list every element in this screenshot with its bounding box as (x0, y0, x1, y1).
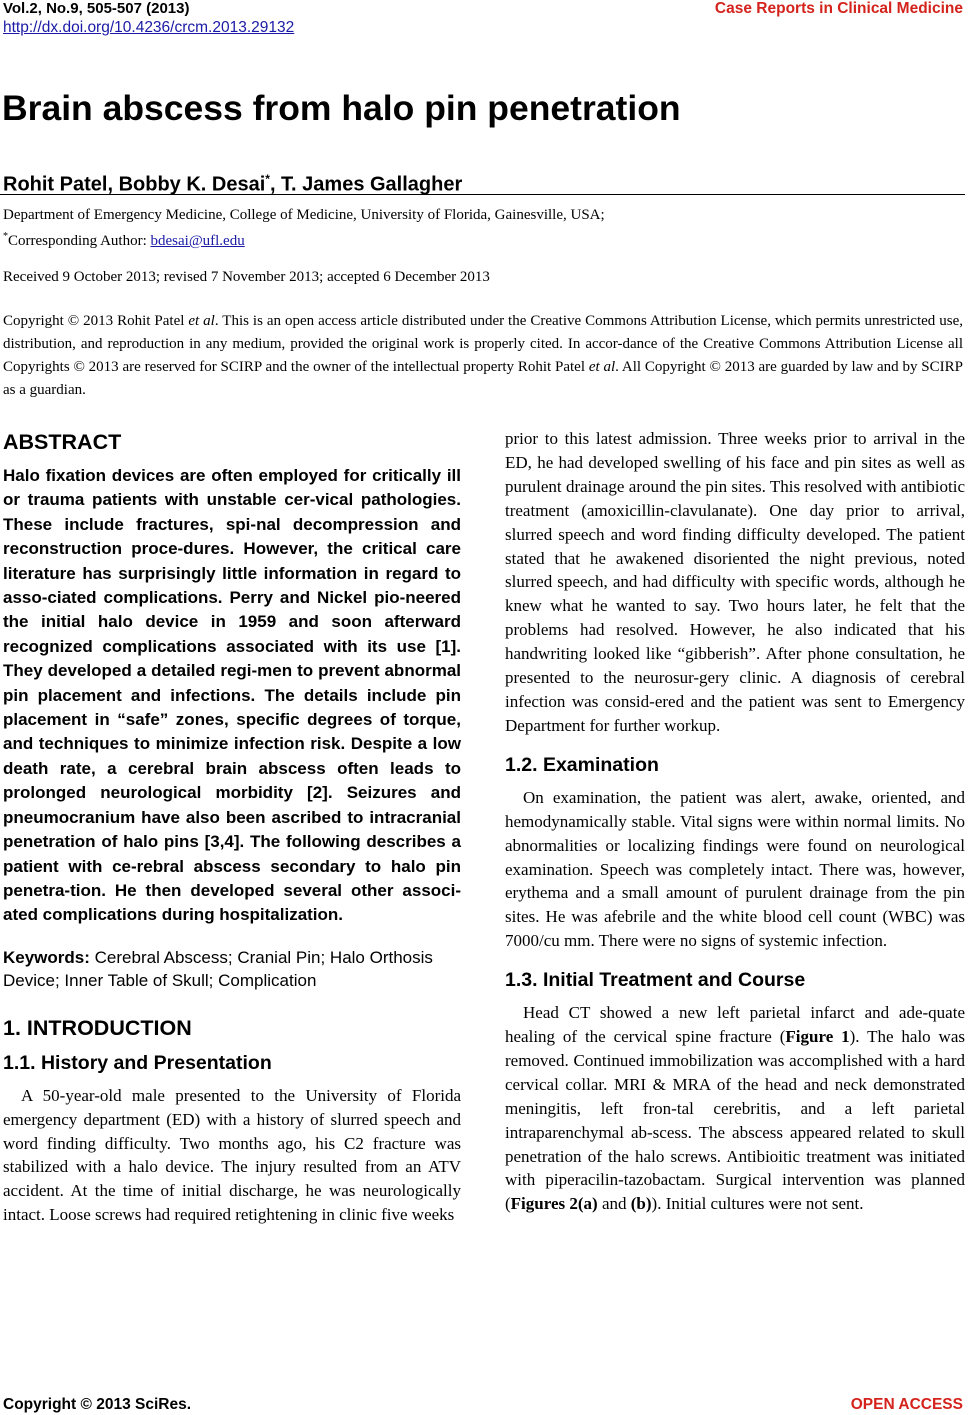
author-names: Rohit Patel, Bobby K. Desai (3, 173, 266, 196)
corresponding-mark: * (265, 172, 270, 186)
author-list (3, 166, 462, 198)
affiliation: Department of Emergency Medicine, College of Medicine, University of Florida, Gainesville, USA; (3, 207, 605, 223)
corresponding-mark: * (3, 231, 8, 242)
paper-title: Brain abscess from halo pin penetration (2, 88, 681, 128)
et-al: et al (188, 313, 215, 329)
doi-link[interactable]: http://dx.doi.org/10.4236/crcm.2013.29132 (3, 19, 295, 36)
volume-info: Vol.2, No.9, 505-507 (2013) (3, 0, 190, 17)
email-link[interactable]: bdesai@ufl.edu (150, 233, 245, 249)
author-names-rest: , T. James Gallagher (269, 173, 463, 196)
keywords-label: Keywords: (3, 947, 90, 967)
keywords (3, 946, 461, 992)
history-paragraph: A 50-year-old male presented to the University of Florida emergency department (ED) with a history of slurred speech and word finding difficulty. Two months ago, his C2 fracture was stabilized with a halo device. The injury resulted from an ATV accident. At the time of initial discharge, he was neurologically intact. Loose screws had required retightening in clinic five weeks (3, 1085, 461, 1225)
introduction-heading: 1. INTRODUCTION (3, 1015, 192, 1040)
history-paragraph-continued: prior to this latest admission. Three weeks prior to arrival in the ED, he had developed swelling of his face and pin sites as well as purulent drainage around the pin sites. This resolved with antibiotic treatment (amoxicillin-clavulanate). One day prior to arrival, slurred speech and word finding difficulty developed. The patient stated that he awakened disoriented the night previous, noted slurred speech, and had difficulty with specific words, although he knew what he wanted to say. Two hours later, he felt that the problems had resolved. However, he also indicated that his handwriting looked like “gibberish”. After phone consultation, he presented to the neurosur-gery clinic. A diagnosis of cerebral infection was consid-ered and the patient was sent to Emergency Department for further workup. (505, 429, 965, 735)
corresponding-author (3, 226, 245, 252)
figure-1-ref[interactable]: Figure 1 (785, 1027, 850, 1047)
examination-paragraph: On examination, the patient was alert, awake, oriented, and hemodynamically stable. Vital signs were within normal limits. No abnormalities or localizing findings were found on neurological examination. Speech was completely intact. There was, however, erythema and a small amount of purulent drainage from the pin sites. He was afebrile and the white blood cell count (WBC) was 7000/cu mm. There were no signs of systemic infection. (505, 787, 965, 951)
corresponding-label: Corresponding Author: (8, 233, 151, 249)
copyright-text: Copyright © 2013 Rohit Patel (3, 313, 189, 329)
history-heading: 1.1. History and Presentation (3, 1051, 272, 1074)
copyright-text: . This is an open access article distributed under the Creative Commons Attribution License, which permits unrestricted use, distribution, and reproduction in any medium, provided the original work is properly cited. In accor-dance of the Creative Commons Attribution License all Copyrights © 2013 are reserved for SCIRP and the owner of the intellectual property Rohit Patel (3, 313, 963, 375)
open-access-label: OPEN ACCESS (850, 1396, 963, 1413)
journal-name: Case Reports in Clinical Medicine (714, 0, 963, 17)
footer-copyright: Copyright © 2013 SciRes. (3, 1396, 192, 1413)
title-divider (0, 194, 965, 195)
copyright-text: . All Copyright © 2013 are guarded by law and by SCIRP as a guardian. (3, 359, 963, 398)
treatment-text: ). The halo was removed. Continued immobilization was accomplished with a hard cervical collar. MRI & MRA of the head and neck demonstrated meningitis, left fron-tal cerebritis, and a left parietal intraparenchymal ab-scess. The abscess appeared related to skull penetration of the halo screws. Antibioitic treatment was initiated with piperacilin-tazobactam. Surgical intervention was planned ( (505, 1027, 965, 1214)
received-dates: Received 9 October 2013; revised 7 November 2013; accepted 6 December 2013 (3, 269, 490, 285)
right-column (505, 427, 965, 1216)
treatment-paragraph (505, 1001, 965, 1216)
treatment-text: Head CT showed a new left parietal infarct and ade-quate healing of the cervical spine fracture ( (505, 1003, 965, 1047)
et-al: et al (588, 359, 616, 375)
abstract-text: Halo fixation devices are often employed for critically ill or trauma patients with unstable cer-vical pathologies. These include fractures, spi-nal decompression and reconstruction proce-dures. However, the critical care literature has surprisingly little information in regard to asso-ciated complications. Perry and Nickel pio-neered the initial halo device in 1959 and soon afterward recognized complications associated with its use [1]. They developed a detailed regi-men to prevent abnormal pin placement and infections. The details include pin placement in “safe” zones, specific degrees of torque, and techniques to minimize infection risk. Despite a low death rate, a cerebral brain abscess often leads to prolonged neurological morbidity [2]. Seizures and pneumocranium have also been ascribed to intracranial penetration of halo pins [3,4]. The following describes a patient with ce-rebral abscess secondary to halo pin penetra-tion. He then developed several other associ-ated complications during hospitalization. (3, 466, 461, 925)
keywords-text: Cerebral Abscess; Cranial Pin; Halo Orthosis Device; Inner Table of Skull; Complication (3, 947, 433, 990)
figure-2b-ref[interactable]: (b) (630, 1194, 652, 1214)
treatment-text: and (597, 1194, 631, 1214)
abstract-heading: ABSTRACT (3, 430, 122, 454)
copyright-notice (3, 310, 963, 402)
figure-2a-ref[interactable]: Figures 2(a) (510, 1194, 598, 1214)
treatment-heading: 1.3. Initial Treatment and Course (505, 969, 806, 992)
left-column (3, 428, 461, 1227)
examination-heading: 1.2. Examination (505, 753, 659, 776)
treatment-text: ). Initial cultures were not sent. (651, 1194, 864, 1214)
